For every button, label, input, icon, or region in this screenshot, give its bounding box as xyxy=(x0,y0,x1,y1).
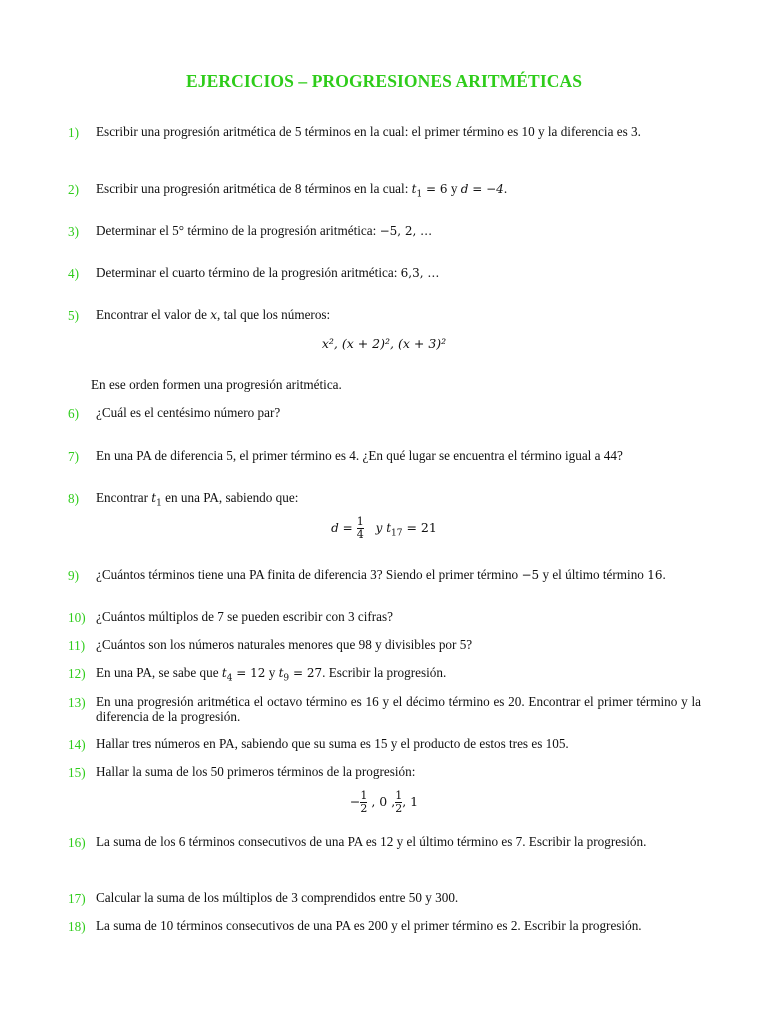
exercise-number: 14) xyxy=(68,737,86,752)
exercise-number: 12) xyxy=(68,666,86,681)
page-title: EJERCICIOS – PROGRESIONES ARITMÉTICAS xyxy=(185,71,583,91)
exercise-number: 8) xyxy=(68,491,79,506)
exercise-text: Escribir una progresión aritmética de 8 términos en la cual: $t_1 = 6$ y d = −4. xyxy=(96,181,508,200)
exercise-5-note: En ese orden formen una progresión aritmética. xyxy=(91,377,342,392)
exercise-number: 1) xyxy=(68,125,79,140)
equation: x², (x + 2)², (x + 3)² xyxy=(321,336,447,351)
exercise-number: 3) xyxy=(68,224,79,239)
exercise-number: 15) xyxy=(68,765,86,780)
exercise-text: La suma de 10 términos consecutivos de una PA es 200 y el primer término es 2. Escribir la progresión. xyxy=(96,918,642,933)
exercise-number: 10) xyxy=(68,610,86,625)
exercise-text: Encontrar el valor de x, tal que los números: xyxy=(96,307,331,322)
exercise-number: 5) xyxy=(68,308,79,323)
exercise-text: ¿Cuántos términos tiene una PA finita de diferencia 3? Siendo el primer término −5 y el último término 16. xyxy=(96,567,666,582)
exercise-number: 9) xyxy=(68,568,79,583)
exercise-text: En una progresión aritmética el octavo término es 16 y el décimo término es 20. Encontrar el primer término y la diferencia de la progresión. xyxy=(96,694,701,724)
exercise-number: 16) xyxy=(68,835,86,850)
exercise-text: Escribir una progresión aritmética de 5 términos en la cual: el primer término es 10 y la diferencia es 3. xyxy=(96,124,641,139)
exercise-text: Encontrar $t_1$ en una PA, sabiendo que: xyxy=(96,490,299,509)
equation: d = $\frac{1}{4}$ y $t_{17} = 21$ xyxy=(331,515,437,541)
exercise-text: Hallar la suma de los 50 primeros términos de la progresión: xyxy=(96,764,416,779)
exercise-number: 11) xyxy=(68,638,86,653)
exercise-text: Hallar tres números en PA, sabiendo que su suma es 15 y el producto de estos tres es 105. xyxy=(96,736,569,751)
equation: − $\frac{1}{2}$ , 0 , $\frac{1}{2}$ , 1 xyxy=(349,789,419,815)
exercise-number: 13) xyxy=(68,695,86,710)
exercise-text: Calcular la suma de los múltiplos de 3 comprendidos entre 50 y 300. xyxy=(96,890,459,905)
exercise-text: ¿Cuántos múltiplos de 7 se pueden escribir con 3 cifras? xyxy=(96,609,394,624)
exercise-number: 18) xyxy=(68,919,86,934)
exercise-text: ¿Cuántos son los números naturales menores que 98 y divisibles por 5? xyxy=(96,637,473,652)
exercise-text: En una PA de diferencia 5, el primer término es 4. ¿En qué lugar se encuentra el término igual a 44? xyxy=(96,448,623,463)
exercise-text: En una PA, se sabe que $t_4 = 12$ y $t_9 = 27$. Escribir la progresión. xyxy=(96,665,447,684)
exercise-number: 7) xyxy=(68,449,79,464)
exercise-number: 4) xyxy=(68,266,79,281)
exercise-number: 17) xyxy=(68,891,86,906)
exercise-text: Determinar el cuarto término de la progresión aritmética: 6,3, … xyxy=(96,265,440,280)
exercise-text: Determinar el 5° término de la progresión aritmética: −5, 2, … xyxy=(96,223,433,238)
exercise-number: 2) xyxy=(68,182,79,197)
exercise-text: ¿Cuál es el centésimo número par? xyxy=(96,405,281,420)
exercise-number: 6) xyxy=(68,406,79,421)
exercise-text: La suma de los 6 términos consecutivos de una PA es 12 y el último término es 7. Escribir la progresión. xyxy=(96,834,647,849)
